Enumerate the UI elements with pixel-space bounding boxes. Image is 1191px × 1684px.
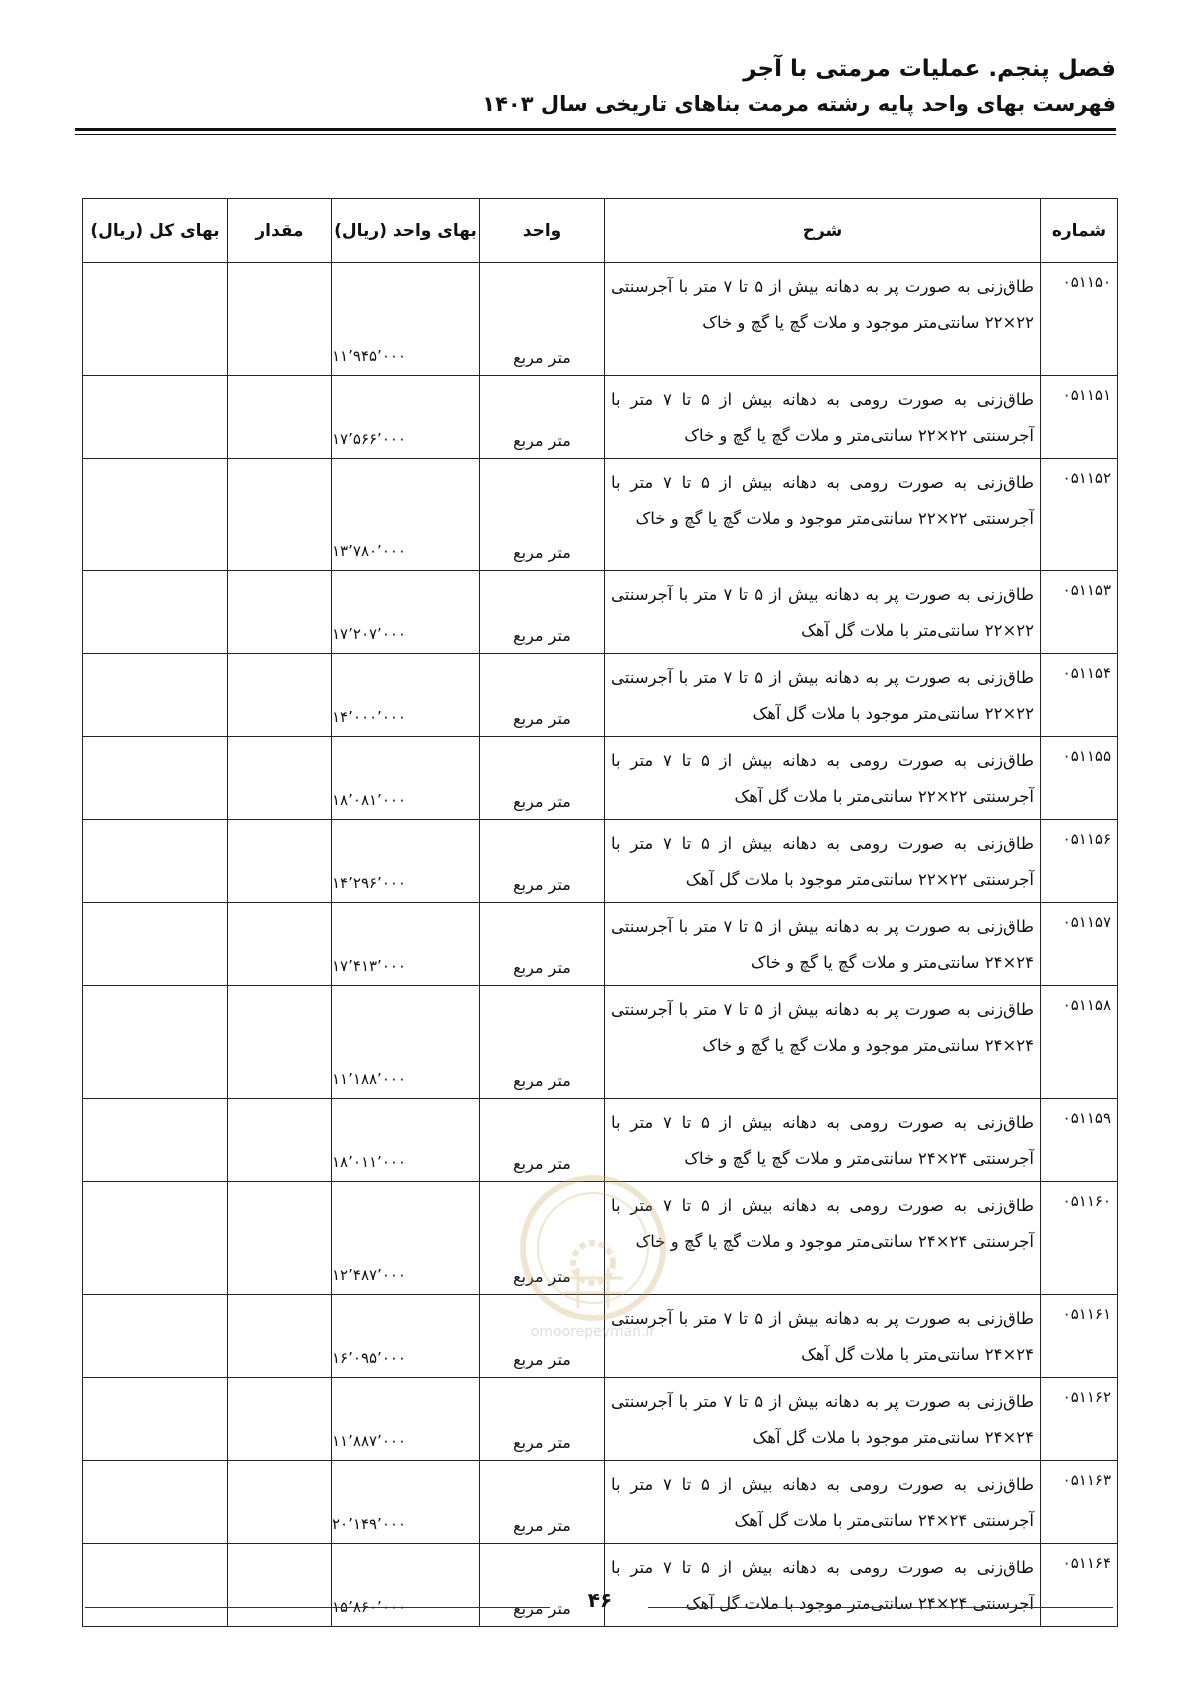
- item-description: طاق‌زنی به صورت رومی به دهانه بیش از ۵ تا ۷ متر با آجرسنتی ۲۲×۲۲ سانتی‌متر و ملات گچ یا گچ و خاک: [605, 376, 1041, 459]
- table-row: [83, 376, 1118, 459]
- item-unit: متر مربع: [480, 903, 605, 986]
- item-total: [83, 263, 228, 376]
- column-header-quantity: مقدار: [228, 199, 332, 263]
- item-total: [83, 571, 228, 654]
- item-unit: متر مربع: [480, 654, 605, 737]
- column-header-unit-price: بهای واحد (ریال): [332, 199, 480, 263]
- item-unit-price: ۱۴٬۲۹۶٬۰۰۰: [332, 820, 480, 903]
- item-total: [83, 376, 228, 459]
- item-unit-price: ۱۸٬۰۱۱٬۰۰۰: [332, 1099, 480, 1182]
- item-unit-price: ۱۴٬۰۰۰٬۰۰۰: [332, 654, 480, 737]
- item-total: [83, 1461, 228, 1544]
- table-row: [83, 263, 1118, 376]
- item-quantity: [228, 1378, 332, 1461]
- footer-rule-right: [648, 1607, 1113, 1608]
- table-row: [83, 986, 1118, 1099]
- item-unit: متر مربع: [480, 1295, 605, 1378]
- item-quantity: [228, 903, 332, 986]
- table-row: [83, 820, 1118, 903]
- item-description: طاق‌زنی به صورت رومی به دهانه بیش از ۵ تا ۷ متر با آجرسنتی ۲۲×۲۲ سانتی‌متر با ملات گل آهک: [605, 737, 1041, 820]
- item-unit: متر مربع: [480, 1182, 605, 1295]
- item-unit: متر مربع: [480, 820, 605, 903]
- table-row: [83, 459, 1118, 571]
- item-description: طاق‌زنی به صورت پر به دهانه بیش از ۵ تا ۷ متر با آجرسنتی ۲۴×۲۴ سانتی‌متر موجود با ملات گل آهک: [605, 1378, 1041, 1461]
- item-unit-price: ۱۷٬۴۱۳٬۰۰۰: [332, 903, 480, 986]
- item-code: ۰۵۱۱۶۱: [1041, 1295, 1118, 1378]
- price-list-table: [82, 198, 1118, 1627]
- item-total: [83, 1378, 228, 1461]
- item-quantity: [228, 1182, 332, 1295]
- item-code: ۰۵۱۱۵۱: [1041, 376, 1118, 459]
- item-code: ۰۵۱۱۵۶: [1041, 820, 1118, 903]
- item-total: [83, 737, 228, 820]
- item-unit: متر مربع: [480, 376, 605, 459]
- item-unit-price: ۱۱٬۹۴۵٬۰۰۰: [332, 263, 480, 376]
- item-code: ۰۵۱۱۶۴: [1041, 1544, 1118, 1627]
- item-code: ۰۵۱۱۵۹: [1041, 1099, 1118, 1182]
- item-unit-price: ۱۷٬۲۰۷٬۰۰۰: [332, 571, 480, 654]
- item-quantity: [228, 376, 332, 459]
- item-unit-price: ۱۸٬۰۸۱٬۰۰۰: [332, 737, 480, 820]
- item-quantity: [228, 986, 332, 1099]
- item-unit-price: ۱۱٬۱۸۸٬۰۰۰: [332, 986, 480, 1099]
- column-header-description: شرح: [605, 199, 1041, 263]
- item-code: ۰۵۱۱۵۰: [1041, 263, 1118, 376]
- item-quantity: [228, 459, 332, 571]
- item-unit: متر مربع: [480, 571, 605, 654]
- item-unit-price: ۱۲٬۴۸۷٬۰۰۰: [332, 1182, 480, 1295]
- item-quantity: [228, 737, 332, 820]
- item-code: ۰۵۱۱۶۳: [1041, 1461, 1118, 1544]
- item-description: طاق‌زنی به صورت پر به دهانه بیش از ۵ تا ۷ متر با آجرسنتی ۲۴×۲۴ سانتی‌متر موجود و ملات گچ یا گچ و خاک: [605, 986, 1041, 1099]
- item-quantity: [228, 654, 332, 737]
- item-description: طاق‌زنی به صورت پر به دهانه بیش از ۵ تا ۷ متر با آجرسنتی ۲۲×۲۲ سانتی‌متر با ملات گل آهک: [605, 571, 1041, 654]
- item-unit-price: ۱۱٬۸۸۷٬۰۰۰: [332, 1378, 480, 1461]
- item-code: ۰۵۱۱۵۴: [1041, 654, 1118, 737]
- item-unit-price: ۱۷٬۵۶۶٬۰۰۰: [332, 376, 480, 459]
- header-rule-thin: [75, 134, 1116, 135]
- item-code: ۰۵۱۱۶۰: [1041, 1182, 1118, 1295]
- table-row: [83, 737, 1118, 820]
- item-description: طاق‌زنی به صورت پر به دهانه بیش از ۵ تا ۷ متر با آجرسنتی ۲۲×۲۲ سانتی‌متر موجود با ملات گل آهک: [605, 654, 1041, 737]
- footer-rule-left: [85, 1607, 550, 1608]
- table-row: [83, 903, 1118, 986]
- item-quantity: [228, 820, 332, 903]
- item-code: ۰۵۱۱۵۲: [1041, 459, 1118, 571]
- item-unit-price: ۱۵٬۸۶۰٬۰۰۰: [332, 1544, 480, 1627]
- item-description: طاق‌زنی به صورت رومی به دهانه بیش از ۵ تا ۷ متر با آجرسنتی ۲۴×۲۴ سانتی‌متر و ملات گچ یا گچ و خاک: [605, 1099, 1041, 1182]
- table-header-row: [83, 199, 1118, 263]
- item-quantity: [228, 1099, 332, 1182]
- item-description: طاق‌زنی به صورت رومی به دهانه بیش از ۵ تا ۷ متر با آجرسنتی ۲۲×۲۲ سانتی‌متر موجود با ملات گل آهک: [605, 820, 1041, 903]
- item-total: [83, 1544, 228, 1627]
- item-quantity: [228, 1461, 332, 1544]
- item-unit: متر مربع: [480, 1099, 605, 1182]
- table-row: [83, 654, 1118, 737]
- watermark-text: omoorepeyman.ir: [530, 1324, 656, 1340]
- item-code: ۰۵۱۱۵۳: [1041, 571, 1118, 654]
- item-description: طاق‌زنی به صورت رومی به دهانه بیش از ۵ تا ۷ متر با آجرسنتی ۲۲×۲۲ سانتی‌متر موجود و ملات گچ یا گچ و خاک: [605, 459, 1041, 571]
- item-unit: متر مربع: [480, 986, 605, 1099]
- item-unit: متر مربع: [480, 1461, 605, 1544]
- item-description: طاق‌زنی به صورت پر به دهانه بیش از ۵ تا ۷ متر با آجرسنتی ۲۲×۲۲ سانتی‌متر موجود و ملات گچ یا گچ و خاک: [605, 263, 1041, 376]
- item-unit-price: ۲۰٬۱۴۹٬۰۰۰: [332, 1461, 480, 1544]
- watermark-logo: [508, 1168, 678, 1343]
- column-header-code: شماره: [1041, 199, 1118, 263]
- item-total: [83, 903, 228, 986]
- item-description: طاق‌زنی به صورت پر به دهانه بیش از ۵ تا ۷ متر با آجرسنتی ۲۴×۲۴ سانتی‌متر با ملات گل آهک: [605, 1295, 1041, 1378]
- table-row: [83, 1544, 1118, 1627]
- table-row: [83, 571, 1118, 654]
- document-subtitle: فهرست بهای واحد پایه رشته مرمت بناهای تاریخی سال ۱۴۰۳: [482, 92, 1116, 116]
- item-unit-price: ۱۳٬۷۸۰٬۰۰۰: [332, 459, 480, 571]
- item-quantity: [228, 1295, 332, 1378]
- item-unit: متر مربع: [480, 263, 605, 376]
- table-row: [83, 1461, 1118, 1544]
- item-unit: متر مربع: [480, 459, 605, 571]
- item-unit: متر مربع: [480, 737, 605, 820]
- column-header-total: بهای کل (ریال): [83, 199, 228, 263]
- item-total: [83, 820, 228, 903]
- item-total: [83, 459, 228, 571]
- chapter-title: فصل پنجم. عملیات مرمتی با آجر: [743, 56, 1116, 82]
- header-rule-thick: [75, 128, 1116, 131]
- table-row: [83, 1378, 1118, 1461]
- item-code: ۰۵۱۱۵۵: [1041, 737, 1118, 820]
- item-total: [83, 1099, 228, 1182]
- item-quantity: [228, 571, 332, 654]
- item-description: طاق‌زنی به صورت رومی به دهانه بیش از ۵ تا ۷ متر با آجرسنتی ۲۴×۲۴ سانتی‌متر موجود و ملات گچ یا گچ و خاک: [605, 1182, 1041, 1295]
- item-code: ۰۵۱۱۵۷: [1041, 903, 1118, 986]
- item-quantity: [228, 263, 332, 376]
- item-total: [83, 1182, 228, 1295]
- item-total: [83, 1295, 228, 1378]
- item-quantity: [228, 1544, 332, 1627]
- item-total: [83, 654, 228, 737]
- item-unit: متر مربع: [480, 1378, 605, 1461]
- column-header-unit: واحد: [480, 199, 605, 263]
- item-unit-price: ۱۶٬۰۹۵٬۰۰۰: [332, 1295, 480, 1378]
- item-description: طاق‌زنی به صورت پر به دهانه بیش از ۵ تا ۷ متر با آجرسنتی ۲۴×۲۴ سانتی‌متر و ملات گچ یا گچ و خاک: [605, 903, 1041, 986]
- page-number: ۴۶: [587, 1588, 613, 1612]
- item-description: طاق‌زنی به صورت رومی به دهانه بیش از ۵ تا ۷ متر با آجرسنتی ۲۴×۲۴ سانتی‌متر با ملات گل آهک: [605, 1461, 1041, 1544]
- item-unit: متر مربع: [480, 1544, 605, 1627]
- item-code: ۰۵۱۱۶۲: [1041, 1378, 1118, 1461]
- item-code: ۰۵۱۱۵۸: [1041, 986, 1118, 1099]
- item-description: طاق‌زنی به صورت رومی به دهانه بیش از ۵ تا ۷ متر با آجرسنتی ۲۴×۲۴ سانتی‌متر موجود با ملات گل آهک: [605, 1544, 1041, 1627]
- item-total: [83, 986, 228, 1099]
